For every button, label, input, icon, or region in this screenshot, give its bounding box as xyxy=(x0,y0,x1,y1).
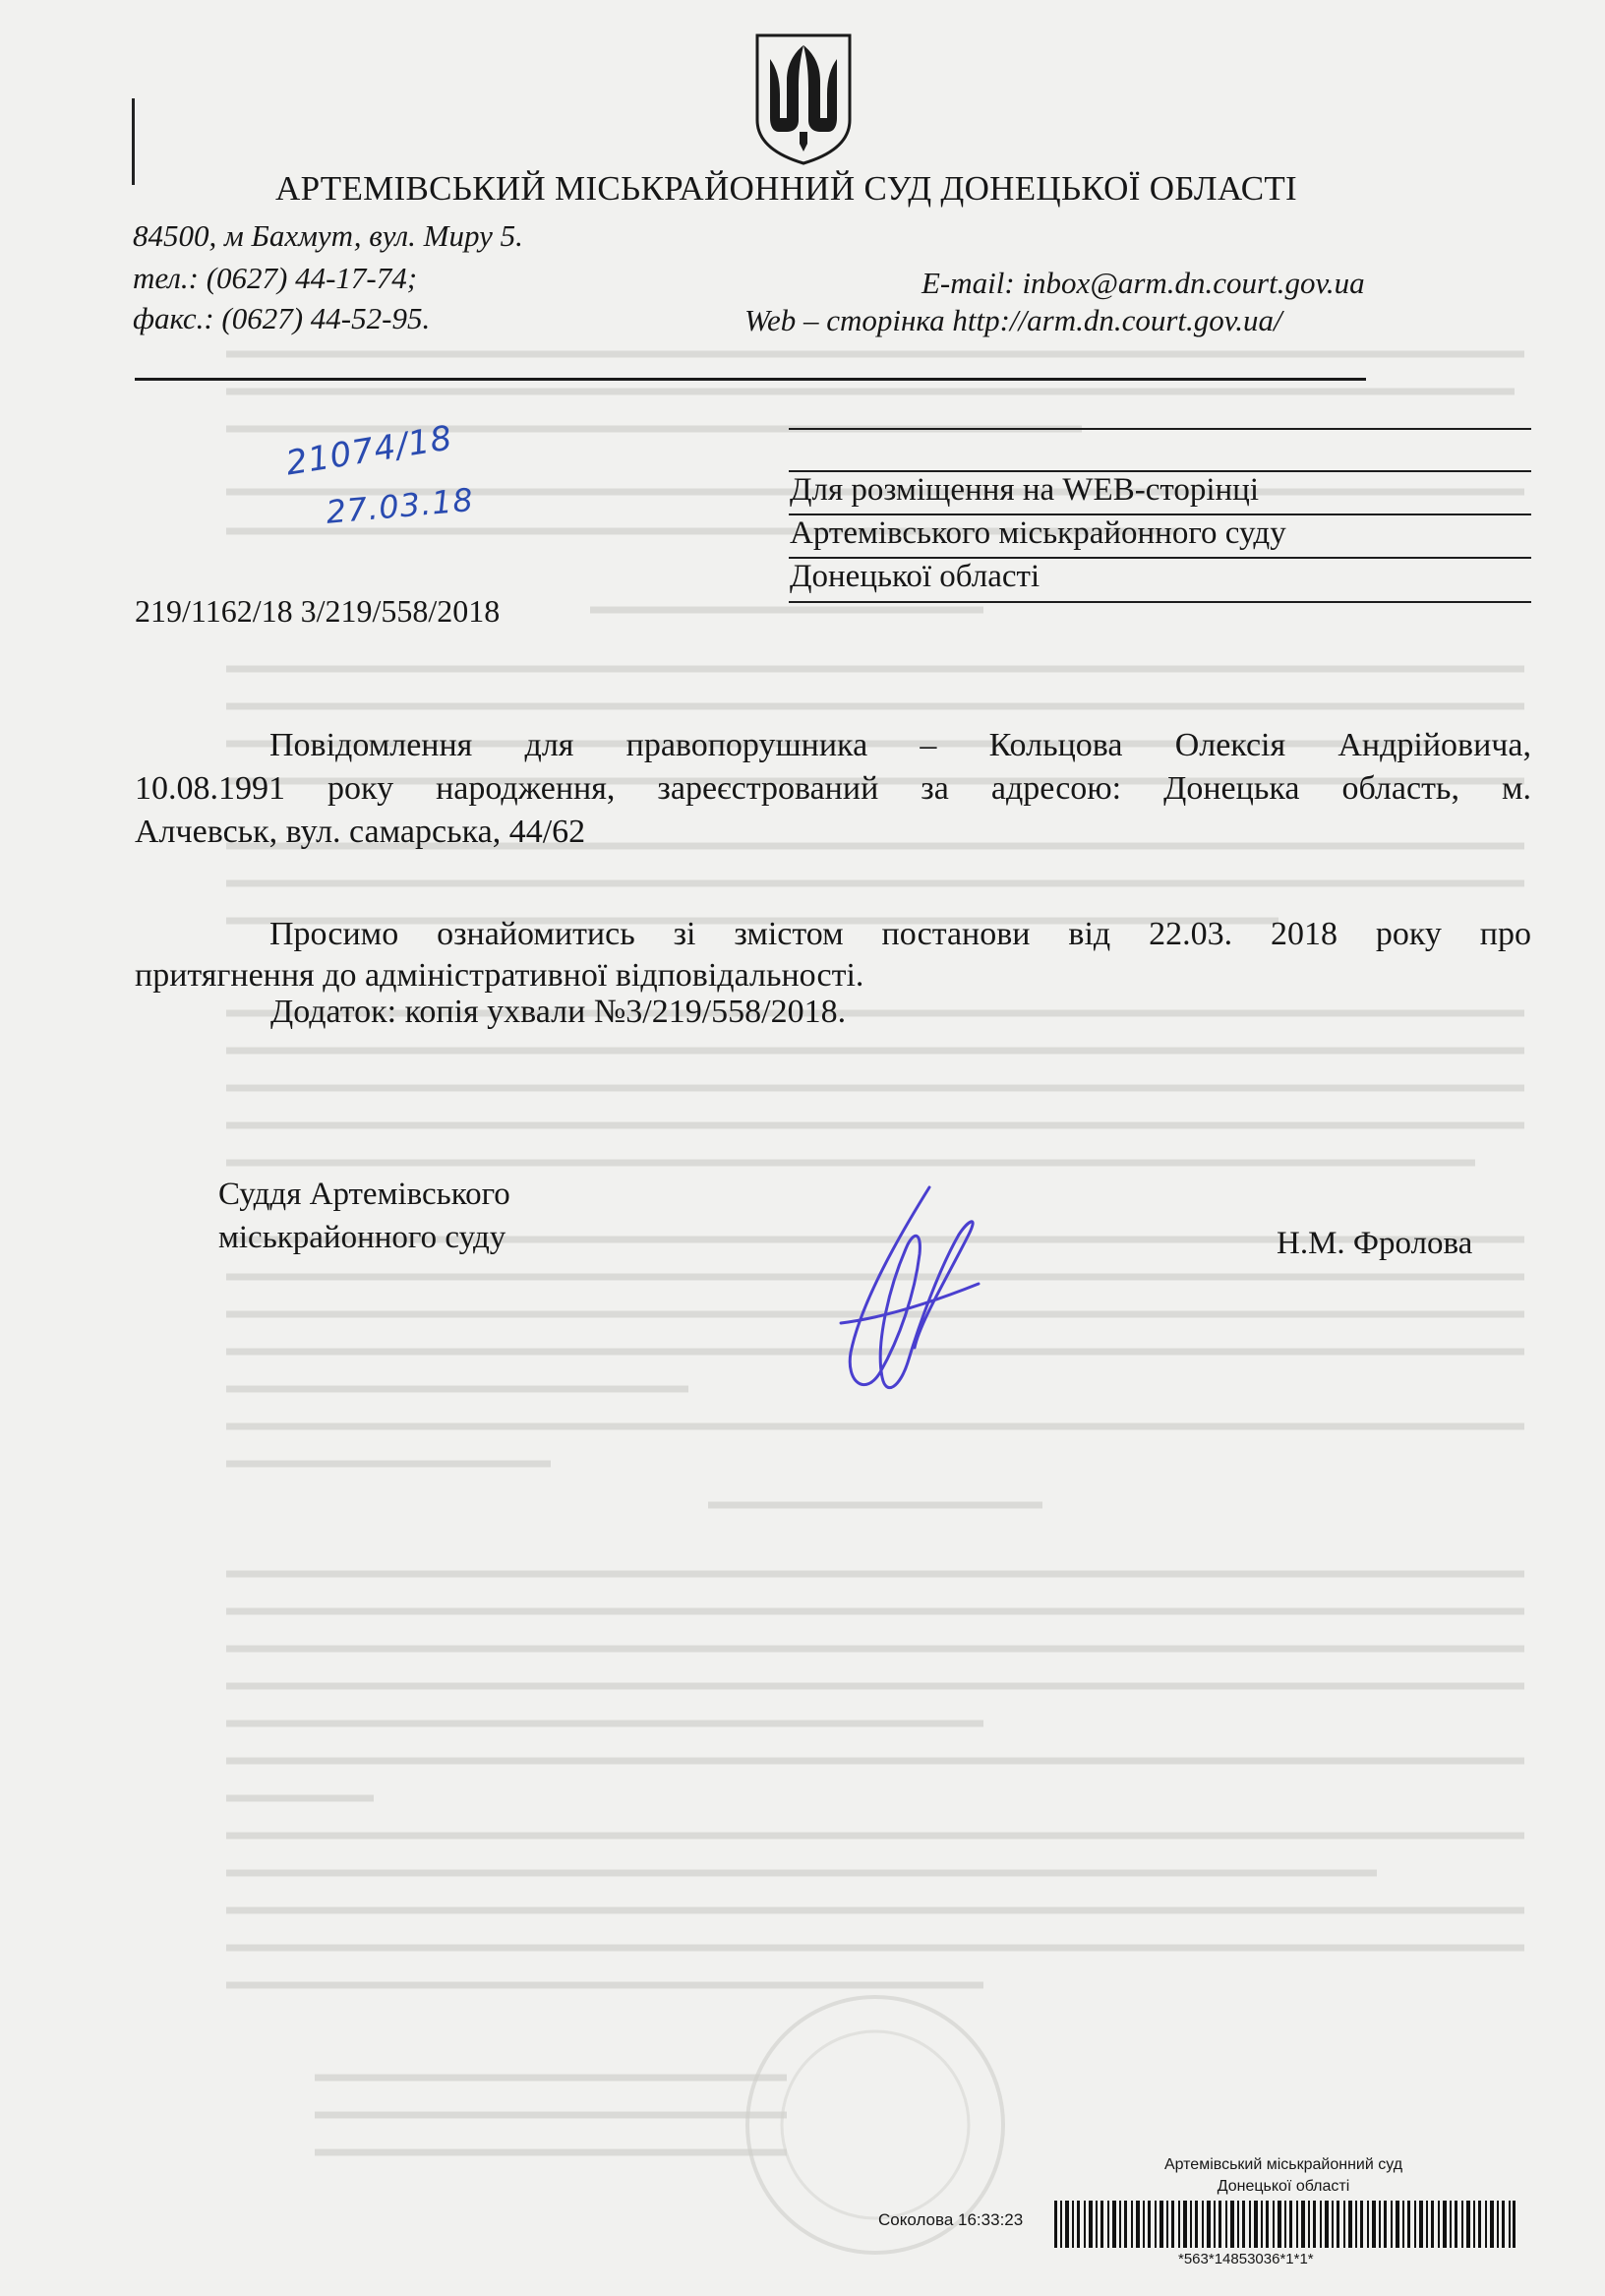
barcode-number: *563*14853036*1*1* xyxy=(1178,2251,1314,2267)
notice-line-2: 10.08.1991 року народження, зареєстрований за адресою: Донецька область, м. xyxy=(135,770,1531,807)
handwritten-registration-date: 27.03.18 xyxy=(325,480,476,531)
attachment-note: Додаток: копія ухвали №3/219/558/2018. xyxy=(270,994,847,1030)
case-number: 219/1162/18 3/219/558/2018 xyxy=(135,593,501,629)
judge-name: Н.М. Фролова xyxy=(1277,1226,1473,1261)
recipient-line-3: Донецької області xyxy=(790,559,1040,594)
court-email: E-mail: inbox@arm.dn.court.gov.ua xyxy=(921,266,1365,300)
barcode-icon xyxy=(1054,2201,1516,2248)
judge-title-line-2: міськрайонного суду xyxy=(218,1220,506,1255)
court-address: 84500, м Бахмут, вул. Миру 5. xyxy=(133,218,523,253)
handwritten-registration-number: 21074/18 xyxy=(283,418,456,484)
court-stamp-line-1: Артемівський міськрайонний суд xyxy=(1163,2156,1403,2173)
coat-of-arms-icon xyxy=(749,30,858,167)
court-phone: тел.: (0627) 44-17-74; xyxy=(133,261,418,295)
recipient-line-1: Для розміщення на WEB-сторінці xyxy=(790,472,1259,508)
request-line-1: Просимо ознайомитись зі змістом постанови від 22.03. 2018 року про xyxy=(269,916,1531,952)
judge-title-line-1: Суддя Артемівського xyxy=(218,1177,510,1212)
court-website: Web – сторінка http://arm.dn.court.gov.ua/ xyxy=(744,303,1282,337)
recipient-line-2: Артемівського міськрайонного суду xyxy=(790,515,1286,551)
recipient-rule xyxy=(789,428,1531,430)
judge-signature xyxy=(821,1176,988,1412)
request-line-2: притягнення до адміністративної відповідальності. xyxy=(135,957,864,994)
court-name: АРТЕМІВСЬКИЙ МІСЬКРАЙОННИЙ СУД ДОНЕЦЬКОЇ ОБЛАСТІ xyxy=(275,169,1298,208)
notice-line-3: Алчевськ, вул. самарська, 44/62 xyxy=(135,814,586,850)
margin-mark xyxy=(132,98,135,185)
court-stamp xyxy=(1111,2154,1456,2198)
court-stamp-line-2: Донецької області xyxy=(1217,2178,1350,2195)
recipient-rule xyxy=(789,601,1531,603)
notice-line-1: Повідомлення для правопорушника – Кольцова Олексія Андрійовича, xyxy=(269,727,1531,763)
header-divider xyxy=(135,378,1366,381)
court-fax: факс.: (0627) 44-52-95. xyxy=(133,301,431,335)
clerk-timestamp: Соколова 16:33:23 xyxy=(878,2210,1024,2229)
